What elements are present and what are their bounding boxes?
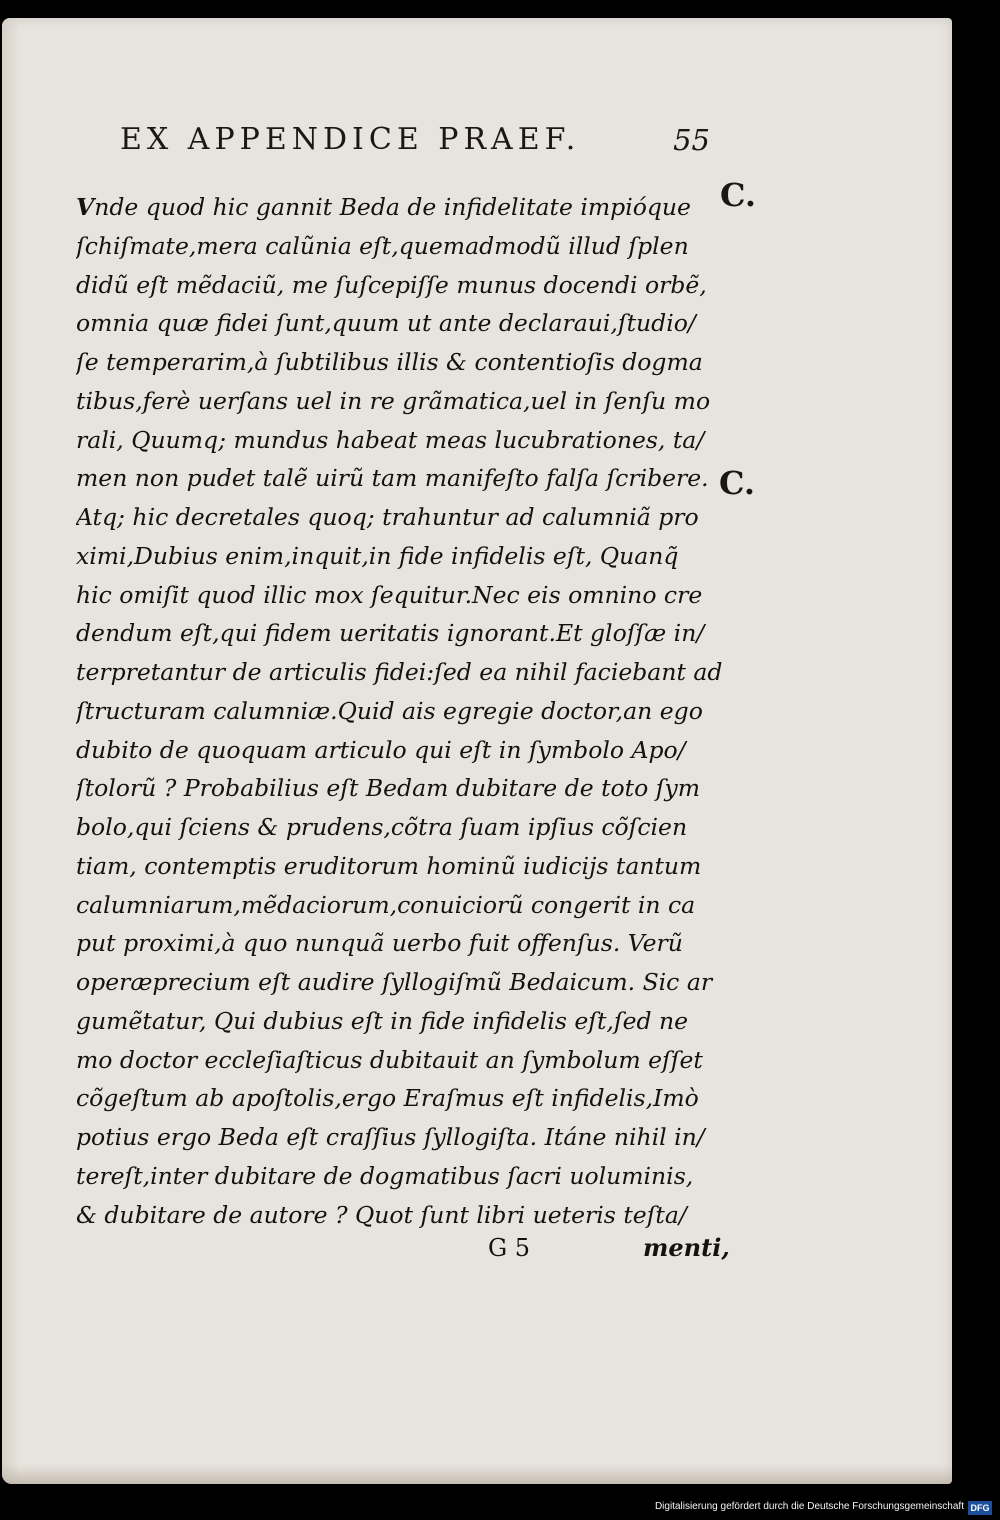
- text-line: Vnde quod hic gannit Beda de infidelitate impióque: [76, 193, 691, 221]
- text-line: dendum eſt,qui fidem ueritatis ignorant.Et gloſſæ in/: [76, 619, 705, 648]
- text-line: & dubitare de autore ? Quot ſunt libri ueteris teſta/: [76, 1200, 687, 1229]
- text-line: calumniarum,mẽdaciorum,conuiciorũ congerit in ca: [76, 890, 696, 919]
- text-line: ſchiſmate,mera calũnia eſt,quemadmodũ illud ſplen: [76, 231, 689, 260]
- book-page: [2, 18, 952, 1484]
- text-line: tibus,ferè uerſans uel in re grãmatica,uel in ſenſu mo: [76, 386, 711, 415]
- text-line: cõgeſtum ab apoſtolis,ergo Eraſmus eſt infidelis,Imò: [76, 1084, 699, 1113]
- text-line: Atq; hic decretales quoq; trahuntur ad calumniã pro: [76, 503, 699, 531]
- running-head: EX APPENDICE PRAEF.: [120, 122, 581, 157]
- body-text: [76, 188, 726, 1234]
- text-line: tiam, contemptis eruditorum hominũ iudicijs tantum: [76, 851, 702, 880]
- text-line: ximi,Dubius enim,inquit,in fide infidelis eſt, Quanq̃: [76, 541, 679, 570]
- text-line: men non pudet talẽ uirũ tam manifeſto falſa ſcribere.: [76, 464, 709, 493]
- margin-note: C.: [720, 176, 757, 214]
- text-line: operæprecium eſt audire ſyllogiſmũ Bedaicum. Sic ar: [76, 968, 713, 996]
- text-line: omnia quæ fidei ſunt,quum ut ante declaraui,ſtudio/: [76, 309, 696, 338]
- text-line: mo doctor eccleſiaſticus dubitauit an ſymbolum eſſet: [76, 1045, 703, 1074]
- page-number: 55: [673, 123, 710, 157]
- text-line: didũ eſt mẽdaciũ, me ſuſcepiſſe munus docendi orbẽ,: [76, 270, 707, 299]
- margin-note: C.: [719, 464, 756, 502]
- text-line: tereſt,inter dubitare de dogmatibus ſacri uoluminis,: [76, 1161, 694, 1190]
- text-line: bolo,qui ſciens & prudens,cõtra ſuam ipſius cõſcien: [76, 813, 688, 841]
- text-line: dubito de quoquam articulo qui eſt in ſymbolo Apo/: [76, 735, 686, 764]
- text-line: ſe temperarim,à ſubtilibus illis & contentioſis dogma: [76, 348, 703, 376]
- catchword: menti,: [643, 1233, 730, 1262]
- text-line: gumẽtatur, Qui dubius eſt in fide infidelis eſt,ſed ne: [76, 1006, 689, 1035]
- text-line: potius ergo Beda eſt craſſius ſyllogiſta. Itáne nihil in/: [76, 1123, 705, 1151]
- page-header: [120, 118, 710, 162]
- text-line: terpretantur de articulis fidei:ſed ea nihil faciebant ad: [76, 658, 723, 686]
- text-line: ſtructuram calumniæ.Quid ais egregie doctor,an ego: [76, 696, 703, 725]
- text-line: ſtolorũ ? Probabilius eſt Bedam dubitare de toto ſym: [76, 774, 701, 803]
- signature-mark: G 5: [488, 1234, 531, 1262]
- text-line: rali, Quumq; mundus habeat meas lucubrationes, ta/: [76, 425, 705, 454]
- text-line: put proximi,à quo nunquã uerbo fuit offenſus. Verũ: [76, 929, 683, 958]
- digitization-credit: Digitalisierung gefördert durch die Deutsche Forschungsgemeinschaft: [654, 1501, 964, 1512]
- text-line: hic omiſit quod illic mox ſequitur.Nec eis omnino cre: [76, 580, 703, 609]
- dfg-logo: DFG: [968, 1501, 992, 1515]
